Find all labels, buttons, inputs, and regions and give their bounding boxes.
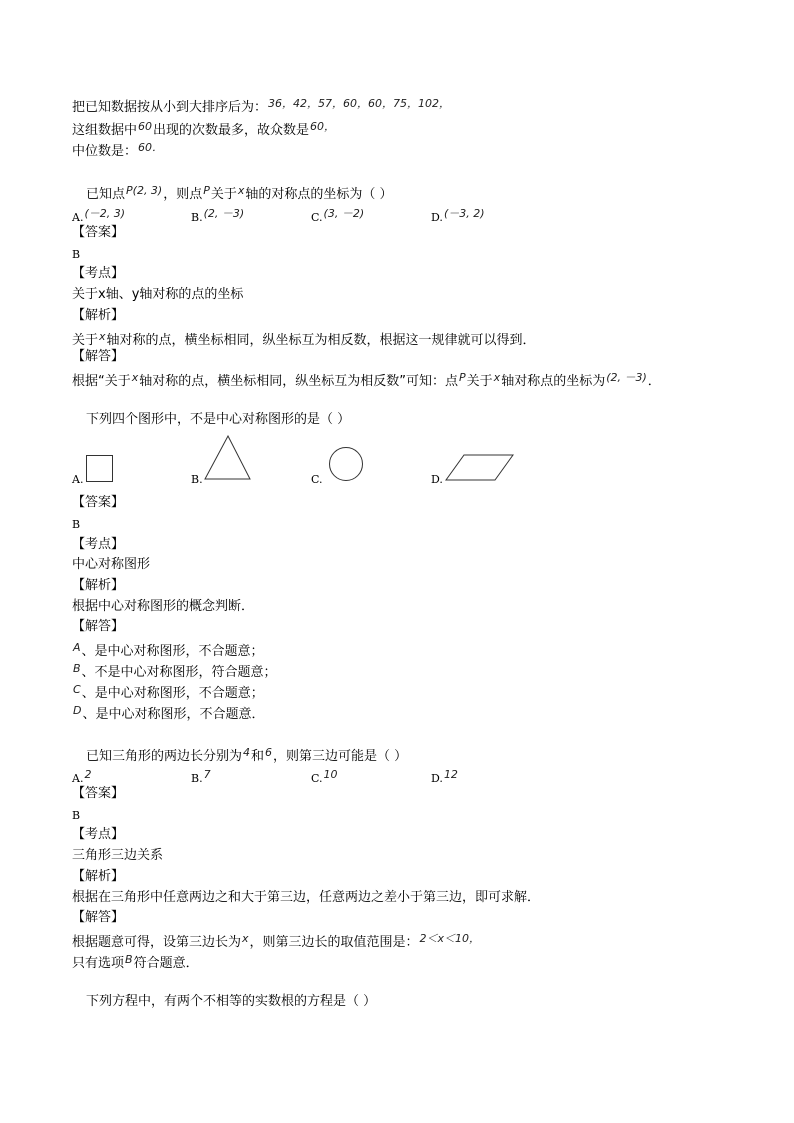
q1-sol-p: P [459,371,466,384]
intro-sorted-prefix: 把已知数据按从小到大排序后为： [72,100,268,115]
q1-sol-x2: x [493,371,501,384]
q3-option-b-value: 7 [203,768,211,781]
q1-option-a-value: (－2, 3) [84,207,126,220]
q2-point: 中心对称图形 [72,557,151,572]
intro-mode-text-a: 这组数据中 [72,123,138,138]
q3-analysis-heading: 【解析】 [72,869,125,884]
q1-analysis-b: 轴对称的点，横坐标相同，纵坐标互为相反数，根据这一规律就可以得到． [106,333,536,348]
q3-sol-b: ，则第三边长的取值范围是： [249,935,419,950]
q2-sol-text-b: 、不是中心对称图形，符合题意； [81,665,277,680]
q2-sol-letter-d: D [73,704,82,717]
q3-stem-c: ，则第三边可能是（ ） [273,749,408,764]
triangle-icon [204,435,252,481]
q2-analysis: 根据中心对称图形的概念判断． [72,599,255,614]
q2-sol-text-c: 、是中心对称图形，不合题意； [81,686,264,701]
intro-mode-value-2: 60， [310,120,336,133]
q1-analysis-x: x [99,330,106,343]
q3-analysis: 根据在三角形中任意两边之和大于第三边，任意两边之差小于第三边，即可求解． [72,890,541,905]
q2-stem: 下列四个图形中，不是中心对称图形的是（ ） [86,412,351,427]
q3-option-c [311,766,339,788]
q1-solution [72,369,661,391]
q2-option-c-label: C. [311,473,323,486]
q2-sol-line-b [72,660,277,682]
q1-option-c [311,205,365,227]
q2-sol-line-a [72,639,264,661]
q2-option-c [311,471,323,489]
q1-answer: B [72,248,81,261]
q1-option-b-value: (2, －3) [203,207,245,220]
q3-option-b [191,766,212,788]
q3-sol2-c: 符合题意． [133,956,199,971]
q1-sol-c: 关于 [466,374,493,389]
q2-option-b [191,471,203,489]
q2-solution-heading: 【解答】 [72,619,125,634]
q1-point: 关于x轴、y轴对称的点的坐标 [72,287,244,302]
q1-analysis-a: 关于 [72,333,99,348]
q3-solution-line-1 [72,930,481,952]
q1-stem-point-2: P [203,184,210,197]
circle-icon [328,446,364,482]
q2-sol-line-c [72,681,264,703]
q3-sol2-b: B [125,953,133,966]
q1-sol-end: ． [647,374,661,389]
q2-sol-letter-c: C [73,683,81,696]
q3-answer-heading: 【答案】 [72,786,125,801]
q3-option-a-value: 2 [84,768,92,781]
q1-sol-b: 轴对称的点，横坐标相同，纵坐标互为相反数”可知：点 [139,374,459,389]
q3-stem-6: 6 [265,746,273,759]
q2-analysis-heading: 【解析】 [72,578,125,593]
q3-solution-line-2 [72,951,199,973]
q1-sol-value: (2, －3) [606,371,647,384]
intro-median-line [72,139,164,161]
q2-option-d [431,471,443,489]
q2-option-b-label: B. [191,473,203,486]
q2-answer: B [72,518,81,531]
q3-option-d-value: 12 [443,768,458,781]
q1-sol-d: 轴对称点的坐标为 [501,374,606,389]
q3-stem-b: 和 [251,749,265,764]
q3-solution-heading: 【解答】 [72,910,125,925]
q2-point-heading: 【考点】 [72,537,125,552]
q1-option-d [431,205,486,227]
q1-answer-heading: 【答案】 [72,225,125,240]
q3-option-a-label: A. [72,772,84,785]
q1-point-heading: 【考点】 [72,266,125,281]
q3-option-d-label: D. [431,772,443,785]
q2-sol-line-d [72,702,265,724]
q3-point: 三角形三边关系 [72,848,164,863]
q4-stem: 下列方程中，有两个不相等的实数根的方程是（ ） [86,994,377,1009]
q3-option-d [431,766,459,788]
intro-mode-text-b: 出现的次数最多，故众数是 [153,123,310,138]
q2-sol-letter-a: A [73,641,81,654]
q3-sol2-a: 只有选项 [72,956,125,971]
q1-stem-x: x [237,184,245,197]
q3-sol-range: 2＜x＜10， [419,932,481,945]
q2-sol-letter-b: B [73,662,81,675]
q1-option-c-value: (3, －2) [323,207,365,220]
q1-sol-a: 根据“关于 [72,374,131,389]
q2-option-d-label: D. [431,473,443,486]
q2-sol-text-d: 、是中心对称图形，不合题意． [82,707,265,722]
q1-stem-point: P(2, 3) [126,184,163,197]
q1-option-d-label: D. [431,211,443,224]
intro-sorted-line [72,95,451,117]
q3-stem [86,744,407,766]
parallelogram-icon [445,454,515,482]
q1-option-b-label: B. [191,211,203,224]
q1-option-d-value: (－3, 2) [443,207,485,220]
q2-option-a-label: A. [72,473,84,486]
q3-stem-a: 已知三角形的两边长分别为 [86,749,243,764]
q3-option-b-label: B. [191,772,203,785]
q1-solution-heading: 【解答】 [72,349,125,364]
intro-sorted-values: 36，42，57，60，60，75，102， [268,97,450,110]
q1-stem-b: ，则点 [163,187,203,202]
q3-sol-a: 根据题意可得，设第三边长为 [72,935,242,950]
q3-point-heading: 【考点】 [72,827,125,842]
q1-stem-a: 已知点 [86,187,126,202]
q1-option-a-label: A. [72,211,84,224]
q3-stem-4: 4 [243,746,251,759]
q2-sol-text-a: 、是中心对称图形，不合题意； [81,644,264,659]
q1-stem-c: 关于 [210,187,237,202]
q1-option-c-label: C. [311,211,323,224]
intro-mode-line [72,118,336,140]
q1-sol-x: x [131,371,139,384]
q1-option-b [191,205,245,227]
intro-median-text: 中位数是： [72,144,138,159]
q2-option-a [72,471,83,489]
q2-answer-heading: 【答案】 [72,495,125,510]
intro-median-value: 60． [138,141,164,154]
q1-stem-d: 轴的对称点的坐标为（ ） [245,187,393,202]
q3-option-c-value: 10 [323,768,338,781]
q3-option-c-label: C. [311,772,323,785]
square-icon [86,455,114,483]
q1-analysis-heading: 【解析】 [72,308,125,323]
q1-analysis [72,328,536,350]
intro-mode-value: 60 [138,120,153,133]
q3-sol-x: x [242,932,249,945]
q3-answer: B [72,809,81,822]
q1-stem [86,182,393,204]
